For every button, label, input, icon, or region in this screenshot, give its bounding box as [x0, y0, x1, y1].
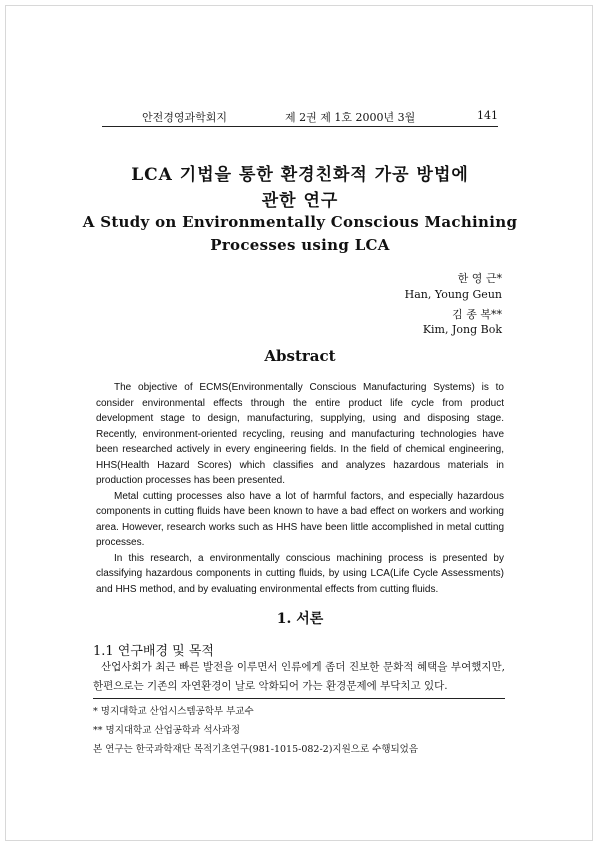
footnote-2: ** 명지대학교 산업공학과 석사과정 [93, 725, 241, 736]
english-title-line-2: Processes using LCA [210, 236, 390, 254]
author-1-english: Han, Young Geun [404, 288, 502, 301]
body-paragraph: 산업사회가 최근 빠른 발전을 이루면서 인류에게 좀더 진보한 문화적 혜택을 부여했지만, 한편으로는 기존의 자연환경이 날로 악화되어 가는 환경문제에 부닥치고 있다. [93, 661, 505, 692]
footnote-rule [93, 698, 505, 699]
section-body [93, 658, 505, 696]
english-title-line-1: A Study on Environmentally Conscious Machining [82, 213, 518, 231]
journal-name: 안전경영과학회지 [142, 111, 228, 124]
author-2-korean: 김 종 복** [452, 308, 502, 321]
author-1-korean: 한 영 근* [457, 272, 502, 285]
header-rule [102, 126, 498, 127]
abstract-body [96, 380, 504, 597]
author-2-english: Kim, Jong Bok [422, 323, 502, 336]
abstract-paragraph-1: The objective of ECMS(Environmentally Conscious Manufacturing Systems) is to consider environmental effects through the entire product life cycle from product development stage to design, manufacturing, supplying, using and disposing stage. Recently, environment-oriented recycling, reusing and manufacturing technologies have been researched actively in every engineering fields. In the field of chemical engineering, HHS(Health Hazard Scores) which classifies and analyzes hazardous materials in production processes has been presented. [96, 382, 504, 486]
running-header [102, 109, 498, 127]
footnote-funding: 본 연구는 한국과학재단 목적기초연구(981-1015-082-2)지원으로 수행되었음 [93, 744, 419, 755]
korean-title-line-2: 관한 연구 [261, 191, 339, 211]
korean-title-line-1: LCA 기법을 통한 환경친화적 가공 방법에 [131, 165, 469, 185]
page-number: 141 [477, 109, 498, 122]
abstract-paragraph-2: Metal cutting processes also have a lot of harmful factors, and especially hazardous components in cutting fluids have been known to have a bad effect on workers and working area. However, research works such as HHS have been little accomplished in metal cutting processes. [96, 490, 504, 548]
footnotes [93, 702, 418, 759]
footnote-1: * 명지대학교 산업시스템공학부 부교수 [93, 706, 254, 717]
issue-info: 제 2권 제 1호 2000년 3월 [285, 111, 416, 124]
abstract-heading: Abstract [264, 347, 336, 365]
subsection-heading: 1.1 연구배경 및 목적 [93, 644, 214, 659]
abstract-paragraph-3: In this research, a environmentally conscious machining process is presented by classifying hazardous components in cutting fluids, by using LCA(Life Cycle Assessments) and HHS method, and by evaluating environmental effects from cutting fluids. [96, 552, 504, 595]
section-heading: 1. 서론 [276, 611, 324, 627]
